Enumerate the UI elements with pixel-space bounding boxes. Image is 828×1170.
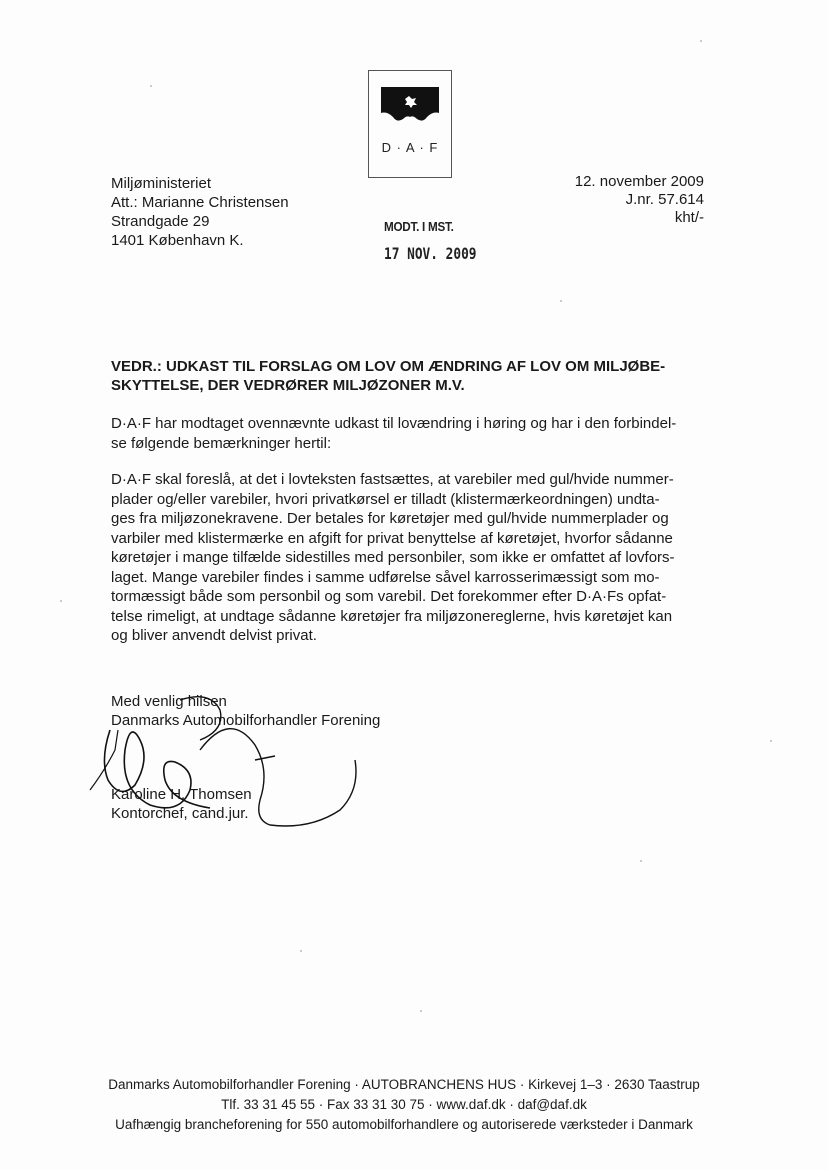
journal-number: J.nr. 57.614 [625, 191, 704, 208]
paragraph-intro [111, 414, 711, 453]
footer-address: Danmarks Automobilforhandler Forening · AUTOBRANCHENS HUS · Kirkevej 1–3 · 2630 Taastrup [108, 1077, 700, 1092]
subject-heading [111, 357, 711, 395]
scan-speck [770, 740, 772, 742]
initials: kht/- [674, 209, 704, 226]
scan-speck [700, 40, 702, 42]
body-line: og bliver anvendt delvist privat. [111, 627, 317, 644]
body-line: varbiler med klistermærke en afgift for privat benyttelse af køretøjet, hvorfor sådanne [111, 529, 673, 547]
logo-text: D · A · F [381, 140, 439, 155]
recipient-line: Strandgade 29 [111, 213, 210, 230]
paragraph-proposal [111, 470, 711, 646]
scan-speck [420, 1010, 422, 1012]
scan-speck [300, 950, 302, 952]
subject-line: SKYTTELSE, DER VEDRØRER MILJØZONER M.V. [111, 377, 465, 394]
received-stamp [384, 219, 500, 263]
scan-speck [640, 860, 642, 862]
body-line: køretøjer i mange tilfælde sidestilles med personbiler, som ikke er omfattet af lovfors- [111, 549, 675, 566]
body-line: D·A·F har modtaget ovennævnte udkast til lovændring i høring og har i den forbindel- [111, 415, 677, 432]
daf-emblem-icon [377, 83, 443, 131]
subject-line: VEDR.: UDKAST TIL FORSLAG OM LOV OM ÆNDRING AF LOV OM MILJØBE- [111, 358, 666, 375]
greeting: Med venlig hilsen [111, 693, 227, 710]
stamp-label: MODT. I MST. [384, 219, 454, 234]
date-block [575, 173, 704, 227]
recipient-line: Miljøministeriet [111, 175, 212, 192]
signer-title: Kontorchef, cand.jur. [111, 805, 249, 822]
body-line: laget. Mange varebiler findes i samme udførelse såvel karrosserimæssigt som mo- [111, 568, 660, 586]
daf-logo [368, 70, 452, 178]
body-line: D·A·F skal foreslå, at det i lovteksten fastsættes, at varebiler med gul/hvide nummer- [111, 471, 674, 488]
scan-speck [560, 300, 562, 302]
body-line: ges fra miljøzonekravene. Der betales for køretøjer med gul/hvide nummerplader og [111, 510, 669, 527]
footer-description: Uafhængig brancheforening for 550 automobilforhandlere og autoriserede værksteder i Danmark [115, 1117, 693, 1132]
letter-date: 12. november 2009 [574, 173, 704, 190]
letterhead-footer [80, 1075, 728, 1135]
recipient-line: 1401 København K. [111, 232, 244, 249]
scan-speck [150, 85, 152, 87]
scan-speck [60, 600, 62, 602]
organization-name: Danmarks Automobilforhandler Forening [111, 712, 381, 729]
body-line: se følgende bemærkninger hertil: [111, 434, 332, 452]
stamp-date: 17 NOV. 2009 [384, 244, 477, 263]
body-line: telse rimeligt, at undtage sådanne køretøjer fra miljøzonereglerne, hvis køretøjet kan [111, 607, 673, 625]
recipient-line: Att.: Marianne Christensen [111, 194, 289, 211]
signer-name: Karoline H. Thomsen [111, 786, 252, 803]
body-line: plader og/eller varebiler, hvori privatkørsel er tilladt (klistermærkeordningen) undta- [111, 490, 660, 508]
handwritten-signature [80, 690, 380, 840]
footer-contact: Tlf. 33 31 45 55 · Fax 33 31 30 75 · www.daf.dk · daf@daf.dk [221, 1097, 587, 1112]
body-line: tormæssigt både som personbil og som varebil. Det forekommer efter D·A·Fs opfat- [111, 588, 667, 605]
recipient-address [111, 174, 289, 250]
